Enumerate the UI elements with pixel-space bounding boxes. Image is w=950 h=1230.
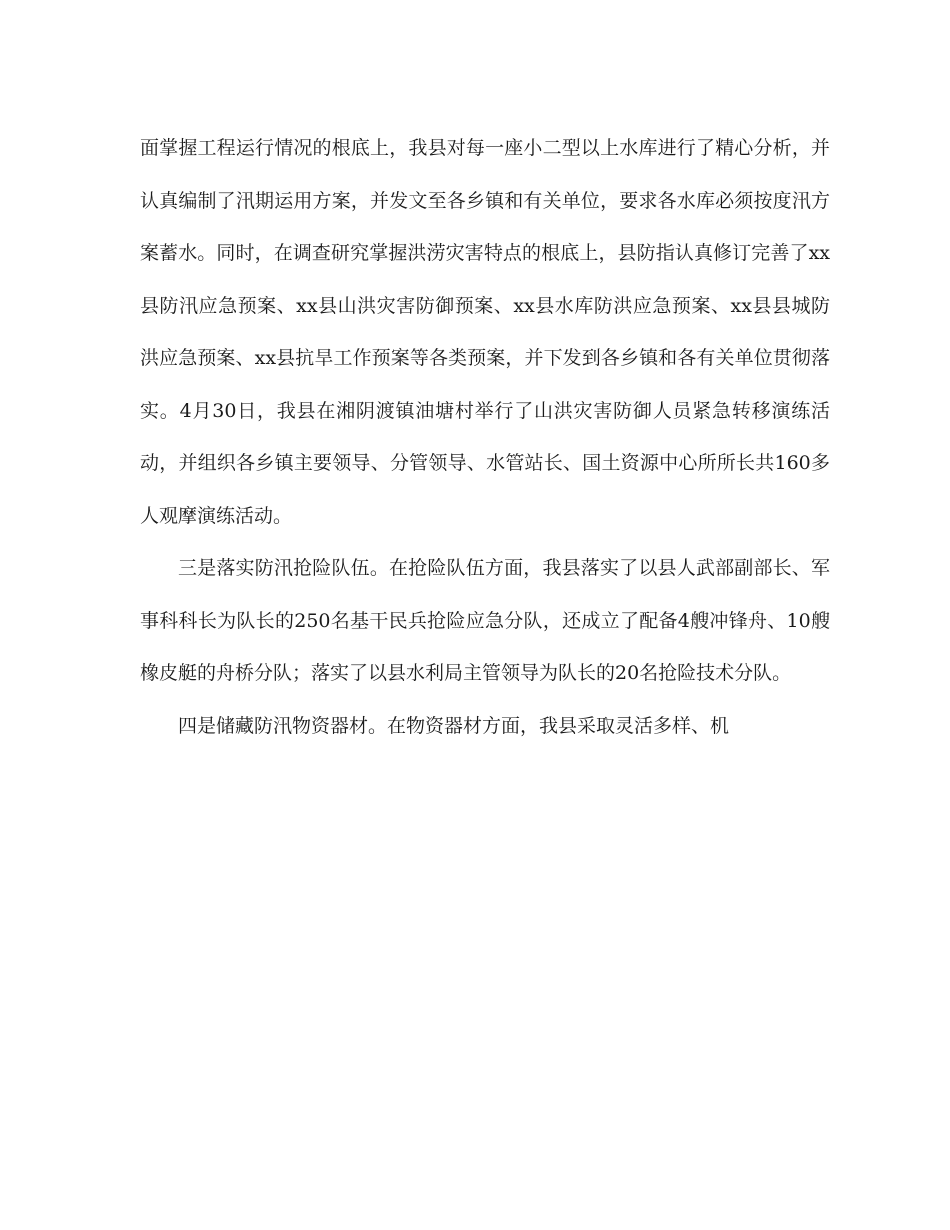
paragraph-flood-supplies: 四是储藏防汛物资器材。在物资器材方面，我县采取灵活多样、机 xyxy=(178,714,730,737)
paragraph-continuation: 面掌握工程运行情况的根底上，我县对每一座小二型以上水库进行了精心分析，并认真编制了汛期运用方案，并发文至各乡镇和有关单位，要求各水库必须按度汛方案蓄水。同时，在调查研究掌握洪涝灾害特点的根底上，县防指认真修订完善了xx县防汛应急预案、xx县山洪灾害防御预案、xx县水库防洪应急预案、xx县县城防洪应急预案、xx县抗旱工作预案等各类预案，并下发到各乡镇和各有关单位贯彻落实。4月30日，我县在湘阴渡镇油塘村举行了山洪灾害防御人员紧急转移演练活动，并组织各乡镇主要领导、分管领导、水管站长、国土资源中心所所长共160多人观摩演练活动。 xyxy=(140,137,830,527)
document-body xyxy=(140,122,830,752)
paragraph-flood-rescue-teams: 三是落实防汛抢险队伍。在抢险队伍方面，我县落实了以县人武部副部长、军事科科长为队长的250名基干民兵抢险应急分队，还成立了配备4艘冲锋舟、10艘橡皮艇的舟桥分队；落实了以县水利局主管领导为队长的20名抢险技术分队。 xyxy=(140,557,830,684)
